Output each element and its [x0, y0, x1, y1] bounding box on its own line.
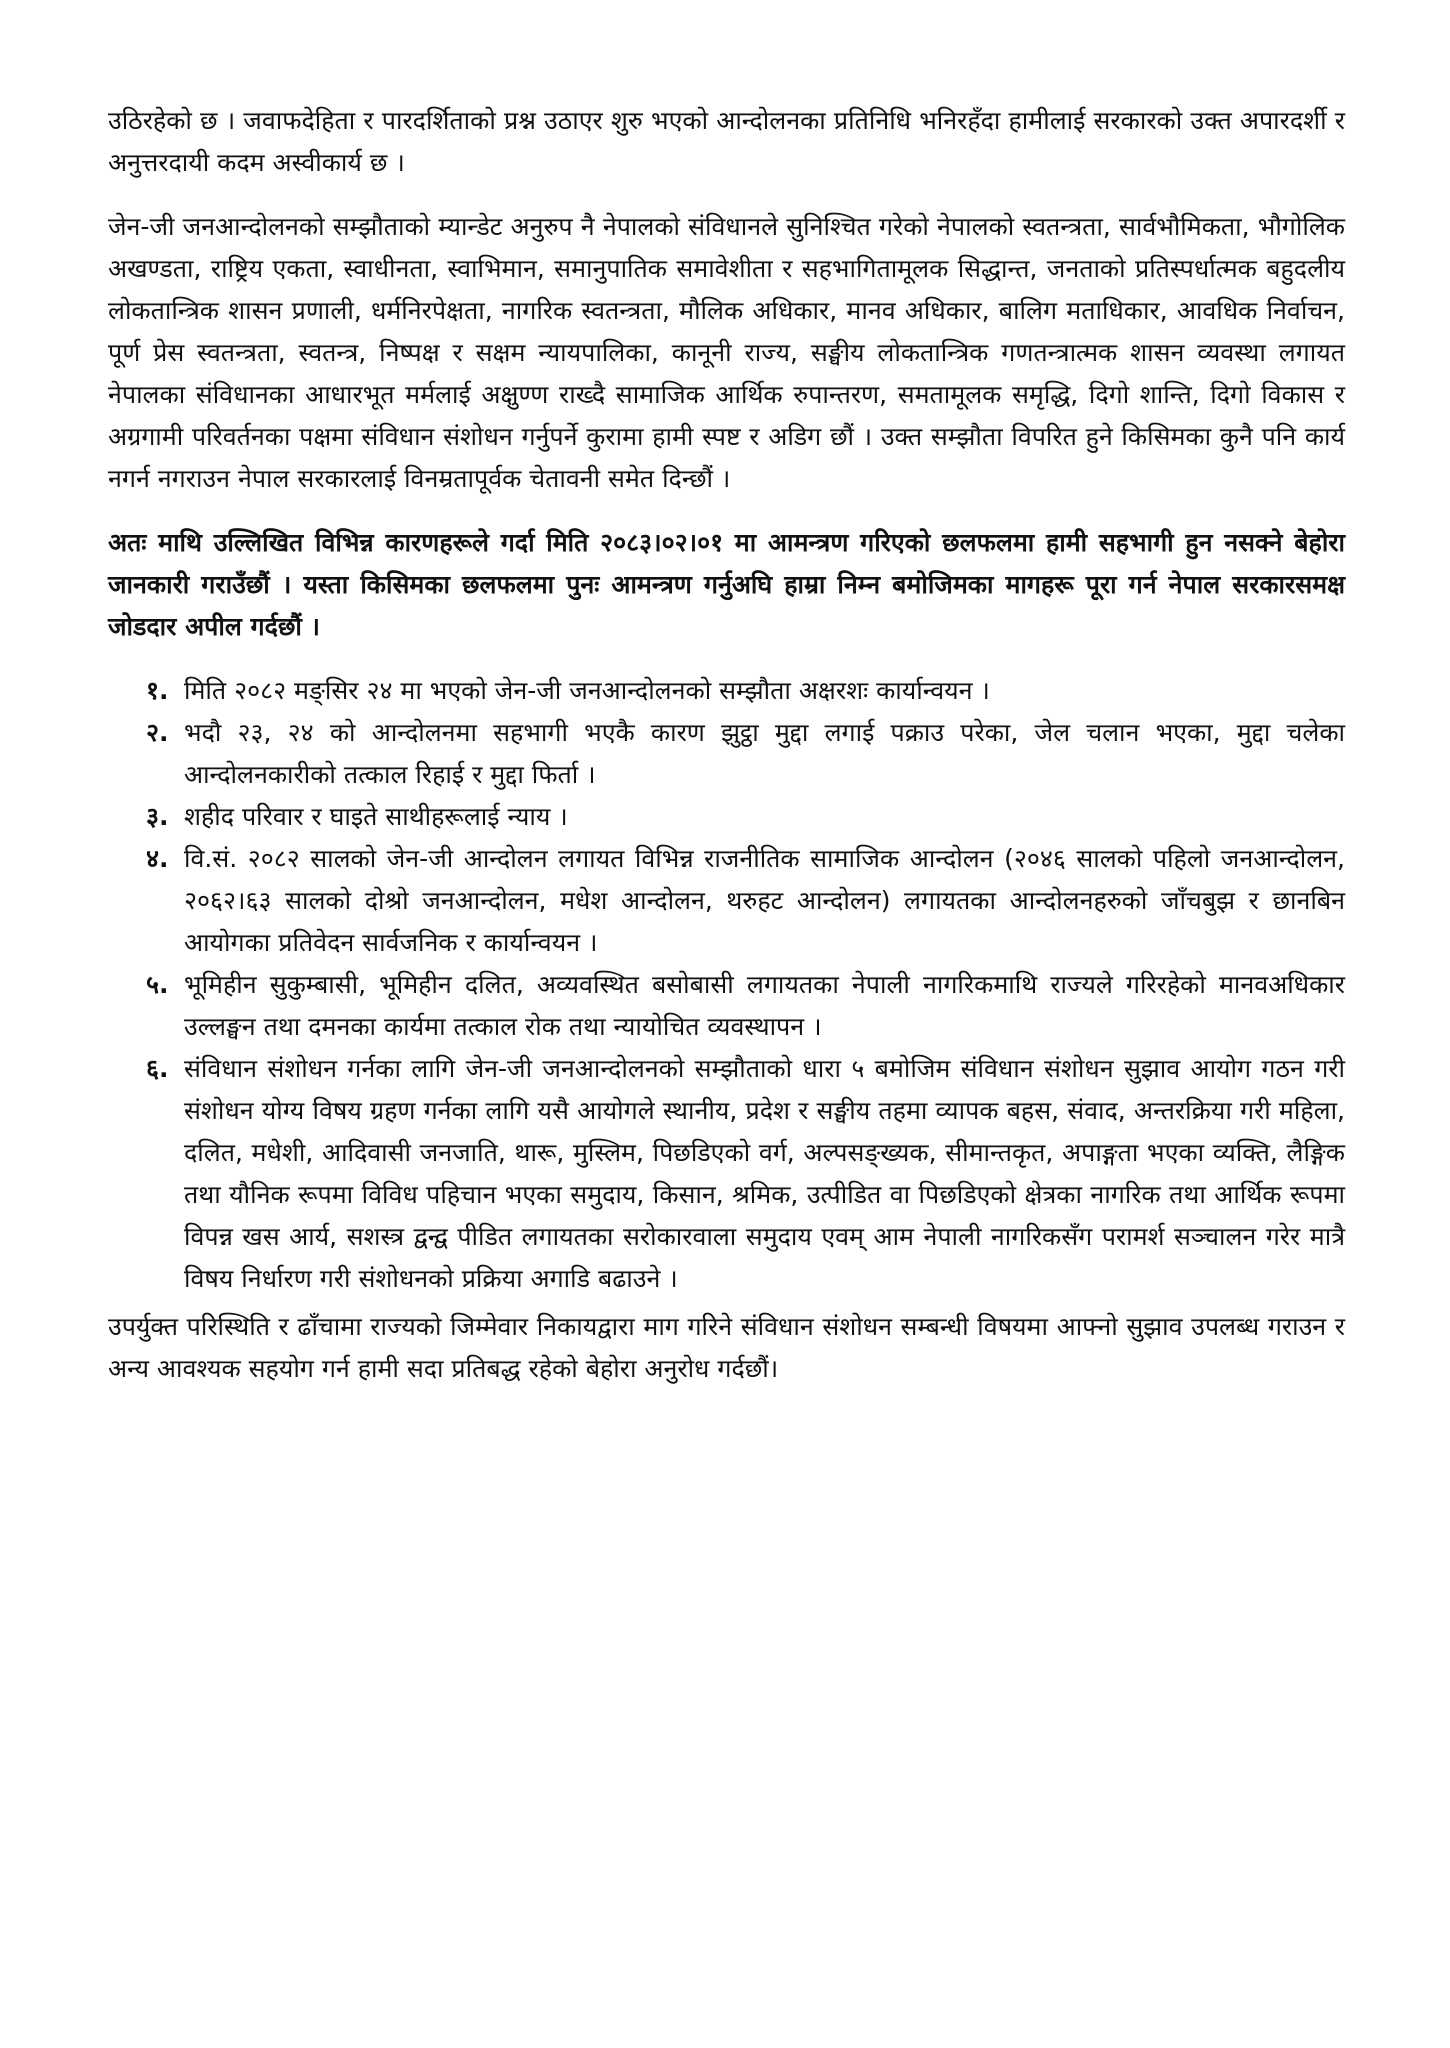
- list-item-text: वि.सं. २०८२ सालको जेन-जी आन्दोलन लगायत विभिन्न राजनीतिक सामाजिक आन्दोलन (२०४६ सालको पहिलो जनआन्दोलन, २०६२।६३ सालको दोश्रो जनआन्दोलन, मधेश आन्दोलन, थरुहट आन्दोलन) लगायतका आन्दोलनहरुको जाँचबुझ र छानबिन आयोगका प्रतिवेदन सार्वजनिक र कार्यान्वयन ।: [184, 844, 1345, 957]
- demands-list: [108, 670, 1345, 1300]
- list-item-number: ५.: [146, 970, 169, 999]
- paragraph-mandate: जेन-जी जनआन्दोलनको सम्झौताको म्यान्डेट अनुरुप नै नेपालको संविधानले सुनिश्चित गरेको नेपालको स्वतन्त्रता, सार्वभौमिकता, भौगोलिक अखण्डता, राष्ट्रिय एकता, स्वाधीनता, स्वाभिमान, समानुपातिक समावेशीता र सहभागितामूलक सिद्धान्त, जनताको प्रतिस्पर्धात्मक बहुदलीय लोकतान्त्रिक शासन प्रणाली, धर्मनिरपेक्षता, नागरिक स्वतन्त्रता, मौलिक अधिकार, मानव अधिकार, बालिग मताधिकार, आवधिक निर्वाचन, पूर्ण प्रेस स्वतन्त्रता, स्वतन्त्र, निष्पक्ष र सक्षम न्यायपालिका, कानूनी राज्य, सङ्घीय लोकतान्त्रिक गणतन्त्रात्मक शासन व्यवस्था लगायत नेपालका संविधानका आधारभूत मर्मलाई अक्षुण्ण राख्दै सामाजिक आर्थिक रुपान्तरण, समतामूलक समृद्धि, दिगो शान्ति, दिगो विकास र अग्रगामी परिवर्तनका पक्षमा संविधान संशोधन गर्नुपर्ने कुरामा हामी स्पष्ट र अडिग छौं । उक्त सम्झौता विपरित हुने किसिमका कुनै पनि कार्य नगर्न नगराउन नेपाल सरकारलाई विनम्रतापूर्वक चेतावनी समेत दिन्छौं ।: [108, 212, 1345, 493]
- paragraph-closing: उपर्युक्त परिस्थिति र ढाँचामा राज्यको जिम्मेवार निकायद्वारा माग गरिने संविधान संशोधन सम्बन्धी विषयमा आफ्नो सुझाव उपलब्ध गराउन र अन्य आवश्यक सहयोग गर्न हामी सदा प्रतिबद्ध रहेको बेहोरा अनुरोध गर्दछौं।: [108, 1312, 1345, 1383]
- list-item-number: १.: [146, 676, 169, 705]
- list-item-number: ६.: [146, 1054, 169, 1083]
- list-item: [146, 796, 1345, 838]
- list-item: [146, 964, 1345, 1048]
- list-item-text: शहीद परिवार र घाइते साथीहरूलाई न्याय ।: [184, 802, 568, 831]
- paragraph-intro: उठिरहेको छ । जवाफदेहिता र पारदर्शिताको प्रश्न उठाएर शुरु भएको आन्दोलनका प्रतिनिधि भनिरहँदा हामीलाई सरकारको उक्त अपारदर्शी र अनुत्तरदायी कदम अस्वीकार्य छ ।: [108, 106, 1345, 177]
- list-item-text: भूमिहीन सुकुम्बासी, भूमिहीन दलित, अव्यवस्थित बसोबासी लगायतका नेपाली नागरिकमाथि राज्यले गरिरहेको मानवअधिकार उल्लङ्घन तथा दमनका कार्यमा तत्काल रोक तथा न्यायोचित व्यवस्थापन ।: [184, 970, 1345, 1041]
- paragraph-appeal: अतः माथि उल्लिखित विभिन्न कारणहरूले गर्दा मिति २०८३।०२।०१ मा आमन्त्रण गरिएको छलफलमा हामी सहभागी हुन नसक्ने बेहोरा जानकारी गराउँछौं । यस्ता किसिमका छलफलमा पुनः आमन्त्रण गर्नुअघि हाम्रा निम्न बमोजिमका मागहरू पूरा गर्न नेपाल सरकारसमक्ष जोडदार अपील गर्दछौं ।: [108, 528, 1345, 641]
- list-item: [146, 1048, 1345, 1300]
- list-item: [146, 838, 1345, 964]
- list-item: [146, 712, 1345, 796]
- list-item: [146, 670, 1345, 712]
- list-item-text: संविधान संशोधन गर्नका लागि जेन-जी जनआन्दोलनको सम्झौताको धारा ५ बमोजिम संविधान संशोधन सुझाव आयोग गठन गरी संशोधन योग्य विषय ग्रहण गर्नका लागि यसै आयोगले स्थानीय, प्रदेश र सङ्घीय तहमा व्यापक बहस, संवाद, अन्तरक्रिया गरी महिला, दलित, मधेशी, आदिवासी जनजाति, थारू, मुस्लिम, पिछडिएको वर्ग, अल्पसङ्ख्यक, सीमान्तकृत, अपाङ्गता भएका व्यक्ति, लैङ्गिक तथा यौनिक रूपमा विविध पहिचान भएका समुदाय, किसान, श्रमिक, उत्पीडित वा पिछडिएको क्षेत्रका नागरिक तथा आर्थिक रूपमा विपन्न खस आर्य, सशस्त्र द्वन्द्व पीडित लगायतका सरोकारवाला समुदाय एवम् आम नेपाली नागरिकसँग परामर्श सञ्चालन गरेर मात्रै विषय निर्धारण गरी संशोधनको प्रक्रिया अगाडि बढाउने ।: [184, 1054, 1345, 1293]
- list-item-number: २.: [146, 718, 169, 747]
- list-item-number: ४.: [146, 844, 169, 873]
- list-item-text: भदौ २३, २४ को आन्दोलनमा सहभागी भएकै कारण झुट्ठा मुद्दा लगाई पक्राउ परेका, जेल चलान भएका, मुद्दा चलेका आन्दोलनकारीको तत्काल रिहाई र मुद्दा फिर्ता ।: [184, 718, 1345, 789]
- list-item-number: ३.: [146, 802, 169, 831]
- list-item-text: मिति २०८२ मङ्सिर २४ मा भएको जेन-जी जनआन्दोलनको सम्झौता अक्षरशः कार्यान्वयन ।: [184, 676, 990, 705]
